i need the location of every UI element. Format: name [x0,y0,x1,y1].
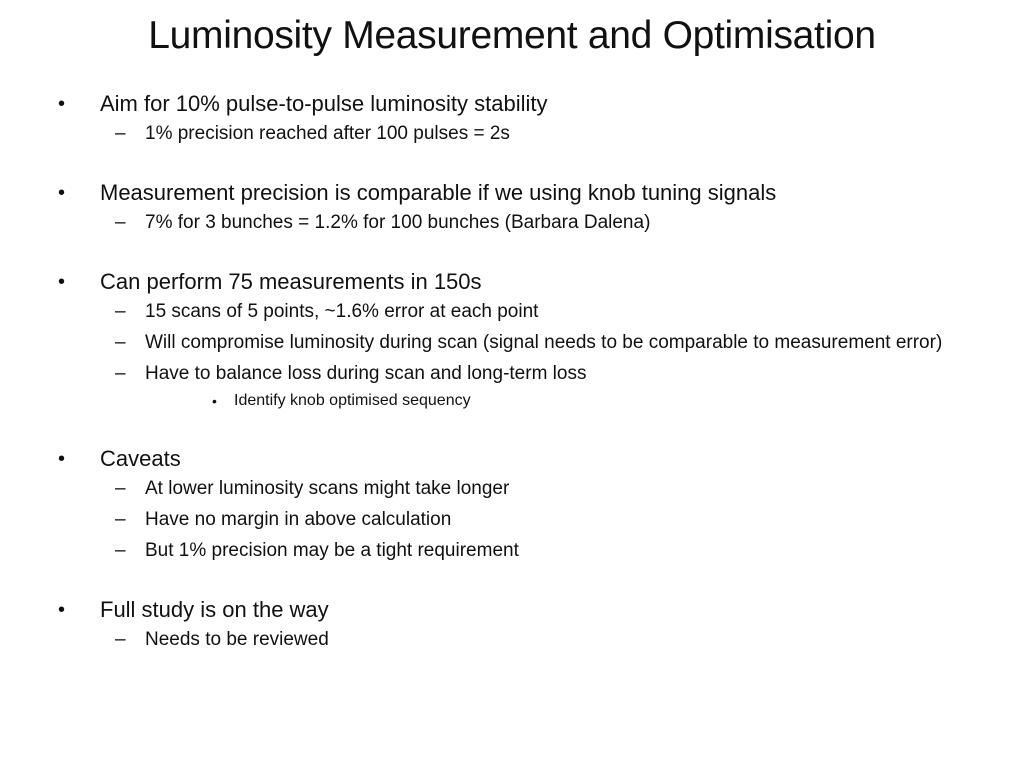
bullet-text: Can perform 75 measurements in 150s [100,269,482,294]
sub-bullet-text: Needs to be reviewed [145,629,329,650]
dash-marker: – [115,629,126,650]
bullet-text: Caveats [100,446,181,471]
bullet-list [58,90,958,652]
bullet-marker: • [58,93,66,115]
slide-title: Luminosity Measurement and Optimisation [148,14,876,57]
bullet-item [58,179,958,235]
bullet-marker: • [58,599,66,621]
sub-sub-bullet-text: Identify knob optimised sequency [234,392,471,409]
sub-bullet-text: At lower luminosity scans might take longer [145,478,510,499]
dash-marker: – [115,478,126,499]
dash-marker: – [115,212,126,233]
sub-bullet-text: Have to balance loss during scan and long-term loss [145,363,587,384]
sub-bullet-item [100,477,958,501]
dash-marker: – [115,540,126,561]
bullet-marker: • [212,393,217,409]
dash-marker: – [115,363,126,384]
dash-marker: – [115,332,126,353]
bullet-marker: • [58,448,66,470]
bullet-marker: • [58,182,66,204]
dash-marker: – [115,509,126,530]
bullet-text: Aim for 10% pulse-to-pulse luminosity stability [100,91,548,116]
sub-bullet-list [100,211,958,235]
sub-sub-bullet-item [145,390,958,412]
sub-bullet-item [100,628,958,652]
sub-bullet-item [100,331,958,355]
sub-bullet-text: But 1% precision may be a tight requirement [145,540,519,561]
bullet-item [58,596,958,652]
bullet-text: Measurement precision is comparable if we using knob tuning signals [100,180,777,205]
sub-bullet-item [100,508,958,532]
dash-marker: – [115,123,126,144]
sub-bullet-text: Will compromise luminosity during scan (signal needs to be comparable to measurement error) [145,332,943,353]
bullet-item [58,445,958,563]
sub-bullet-list [100,122,958,146]
dash-marker: – [115,301,126,322]
sub-bullet-list [100,477,958,563]
sub-bullet-item [100,362,958,412]
sub-sub-bullet-list [145,390,958,412]
sub-bullet-item [100,300,958,324]
sub-bullet-item [100,122,958,146]
sub-bullet-list [100,628,958,652]
sub-bullet-text: 15 scans of 5 points, ~1.6% error at each point [145,301,539,322]
sub-bullet-item [100,539,958,563]
sub-bullet-text: 7% for 3 bunches = 1.2% for 100 bunches (Barbara Dalena) [145,212,651,233]
bullet-item [58,90,958,146]
sub-bullet-text: Have no margin in above calculation [145,509,452,530]
bullet-marker: • [58,271,66,293]
bullet-text: Full study is on the way [100,597,329,622]
sub-bullet-text: 1% precision reached after 100 pulses = 2s [145,123,510,144]
sub-bullet-list [100,300,958,412]
bullet-item [58,268,958,412]
sub-bullet-item [100,211,958,235]
